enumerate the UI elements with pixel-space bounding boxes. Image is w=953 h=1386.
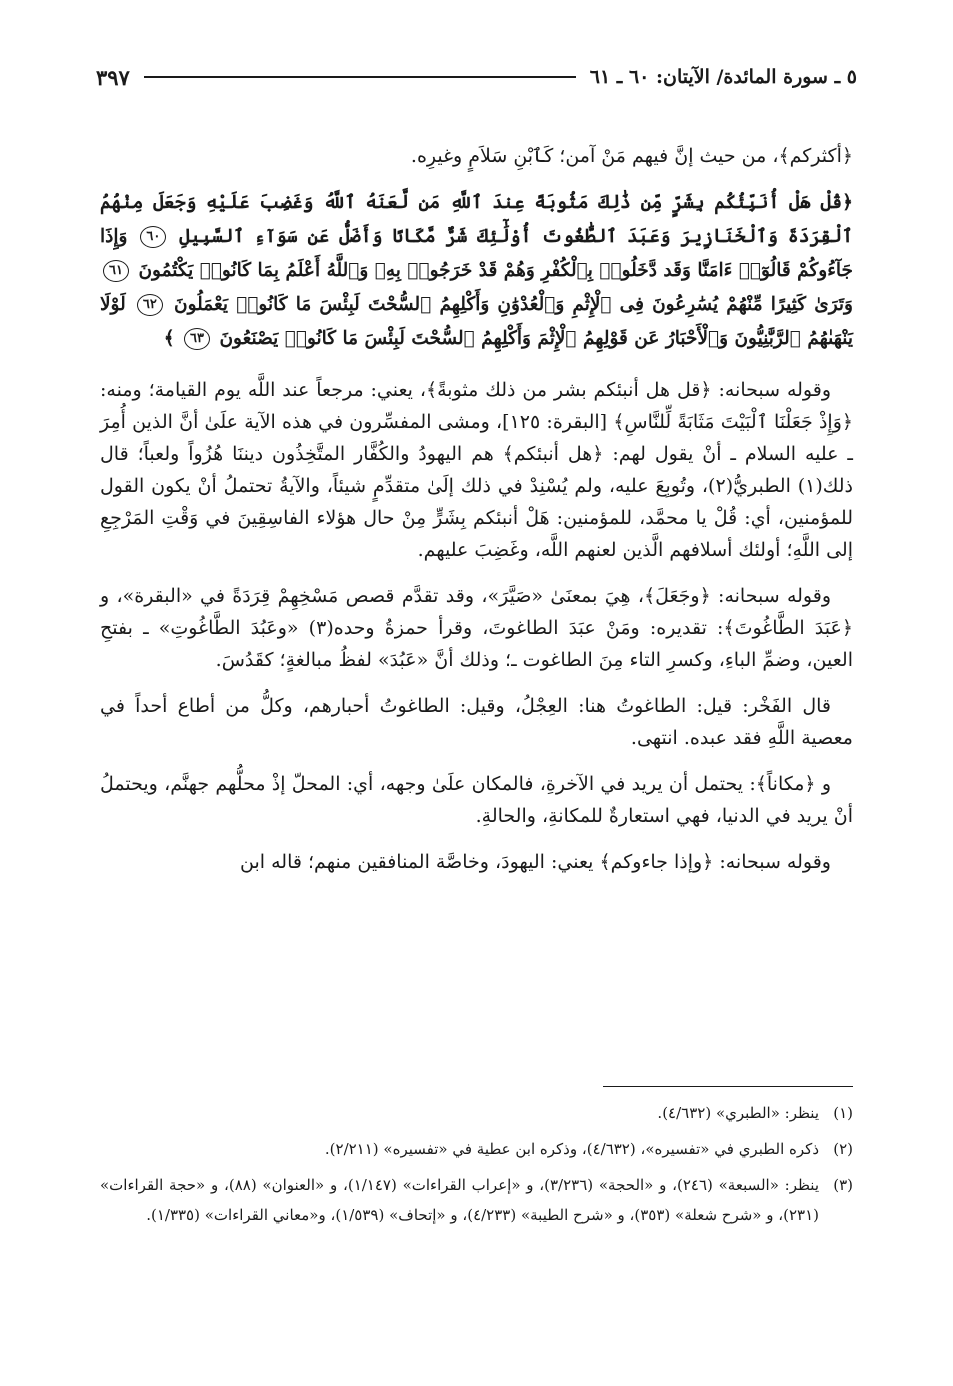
main-text <box>100 140 853 892</box>
commentary-paragraph-3: قال الفَخْر: قيل: الطاغوتُ هنا: العِجْلُ، وقيل: الطاغوتُ أحبارهم، وكلُّ من أطاع أحداً في معصية اللَّهِ فقد عبده. انتهى. <box>100 695 853 749</box>
footnote-number: (٢) <box>833 1140 853 1158</box>
footnote-1 <box>100 1098 853 1128</box>
header-rule <box>144 76 576 78</box>
verse-text-63: لَوْلَا يَنْهَىٰهُمُ ٱلرَّبَّٰنِيُّونَ وَٱلْأَحْبَارُ عَن قَوْلِهِمُ ٱلْإِثْمَ وَأَكْلِهِمُ ٱلسُّحْتَ لَبِئْسَ مَا كَانُوا۟ يَصْنَعُونَ <box>100 294 853 349</box>
footnote-number: (١) <box>833 1104 853 1122</box>
commentary-paragraph-5: وقوله سبحانه: ﴿وإذا جاءوكم﴾ يعني: اليهودَ، وخاصَّة المنافقين منهم؛ قاله ابن <box>240 851 831 873</box>
footnote-text: ينظر: «الطبري» (٤/٦٣٢). <box>657 1104 819 1122</box>
ayah-number-60: ٦٠ <box>140 226 166 248</box>
intro-paragraph: ﴿أكثركم﴾، من حيث إنَّ فيهم مَنْ آمن؛ كَٱبْنِ سَلاَمٍ وغيرِه. <box>410 145 853 167</box>
footnote-text: ذكره الطبري في «تفسيره»، (٤/٦٣٢)، وذكره ابن عطية في «تفسيره» (٢/٢١١). <box>324 1140 819 1158</box>
footnote-2 <box>100 1134 853 1164</box>
footnote-3 <box>100 1170 853 1230</box>
ayah-number-62: ٦٢ <box>137 294 163 316</box>
footnote-number: (٣) <box>833 1176 853 1194</box>
commentary-paragraph-1: وقوله سبحانه: ﴿قل هل أنبئكم بشر من ذلك مثوبةً﴾، يعني: مرجعاً عند اللَّه يوم القيامة؛ ومنه: ﴿وَإِذْ جَعَلْنَا ٱلْبَيْتَ مَثَابَةً لِّلنَّاسِ﴾ [البقرة: ١٢٥]، ومشى المفسِّرون في هذه الآية علَىٰ أنَّ الذين أُمِرَ ـ عليه السلام ـ أنْ يقول لهم: ﴿هل أنبئكم﴾ هم اليهودُ والكُفَّار المتَّخِذُون ديننَا هُزُواً ولعباً؛ قال ذلك(١) الطبريُّ(٢)، وتُوبِعَ عليه، ولم يُسْنِدْ في ذلك إلَىٰ متقدِّمٍ شيئاً، والآيةُ تحتملُ أنْ يكون القول للمؤمنين، أي: قُلْ يا محمَّد، للمؤمنين: هَلْ أنبئكم بِشَرٍّ مِنْ حال هؤلاء الفاسِقِينَ في وَقْتِ المَرْجِعِ إلى اللَّهِ؛ أولئك أسلافهم الَّذين لعنهم اللَّه، وغَضِبَ عليهم. <box>100 379 854 561</box>
page-header <box>96 62 857 92</box>
commentary-paragraph-4: و ﴿مكاناً﴾: يحتمل أن يريد في الآخرةِ، فالمكان علَىٰ وجهه، أي: المحلّ إذْ محلُّهم جهنَّم، ويحتملُ أنْ يريد في الدنيا، فهي استعارةٌ للمكانةِ، والحالةِ. <box>100 773 853 827</box>
page-number: ٣٩٧ <box>96 64 130 90</box>
quran-passage <box>100 186 853 356</box>
footnote-text: ينظر: «السبعة» (٢٤٦)، و «الحجة» (٣/٢٣٦)، و «إعراب القراءات» (١/١٤٧)، و «العنوان» (٨٨)، و «حجة القراءات» (٢٣١)، و «شرح شعلة» (٣٥٣)، و «شرح الطيبة» (٤/٢٣٣)، و «إتحاف» (١/٥٣٩)، و«معاني القراءات» (١/٣٣٥). <box>100 1176 819 1224</box>
running-title: ٥ ـ سورة المائدة/ الآيتان: ٦٠ ـ ٦١ <box>589 66 857 88</box>
ayah-number-61: ٦١ <box>103 260 129 282</box>
ayah-number-63: ٦٣ <box>184 328 210 350</box>
verse-text-60: ﴿قُلْ هَلْ أُنَبِّئُكُم بِشَرٍّ مِّن ذَٰلِكَ مَثُوبَةً عِندَ ٱللَّهِ مَن لَّعَنَهُ ٱللَّهُ وَغَضِبَ عَلَيْهِ وَجَعَلَ مِنْهُمُ ٱلْقِرَدَةَ وَٱلْخَنَازِيرَ وَعَبَدَ ٱلطَّٰغُوتَ أُوْلَٰٓئِكَ شَرٌّ مَّكَانًا وَأَضَلُّ عَن سَوَآءِ ٱلسَّبِيلِ <box>100 192 853 247</box>
verse-text-61: وَإِذَا جَآءُوكُمْ قَالُوٓا۟ ءَامَنَّا وَقَد دَّخَلُوا۟ بِٱلْكُفْرِ وَهُمْ قَدْ خَرَجُوا۟ بِهِۦ وَٱللَّهُ أَعْلَمُ بِمَا كَانُوا۟ يَكْتُمُونَ <box>100 226 853 281</box>
closing-bracket: ﴾ <box>163 328 175 349</box>
footnotes <box>100 1098 853 1236</box>
footnote-separator <box>603 1086 853 1087</box>
commentary-paragraph-2: وقوله سبحانه: ﴿وجَعَلَ﴾، هِيَ بمعنَىٰ «صَيَّرَ»، وقد تقدَّم قصص مَسْخِهِمْ قِرَدَةً في «البقرة»، و ﴿عَبَدَ الطَّاغُوتَ﴾: تقديره: ومَنْ عبَدَ الطاغوتَ، وقرأ حمزةُ وحده(٣) «وعَبُدَ الطَّاغُوتِ» ـ بفتحِ العين، وضمِّ الباءِ، وكسرِ التاء مِنَ الطاغوت ـ؛ وذلك أنَّ «عَبُدَ» لفظُ مبالغةٍ؛ كقَدُسَ. <box>100 585 853 671</box>
verse-text-62: وَتَرَىٰ كَثِيرًا مِّنْهُمْ يُسَٰرِعُونَ فِى ٱلْإِثْمِ وَٱلْعُدْوَٰنِ وَأَكْلِهِمُ ٱلسُّحْتَ لَبِئْسَ مَا كَانُوا۟ يَعْمَلُونَ <box>174 294 853 315</box>
